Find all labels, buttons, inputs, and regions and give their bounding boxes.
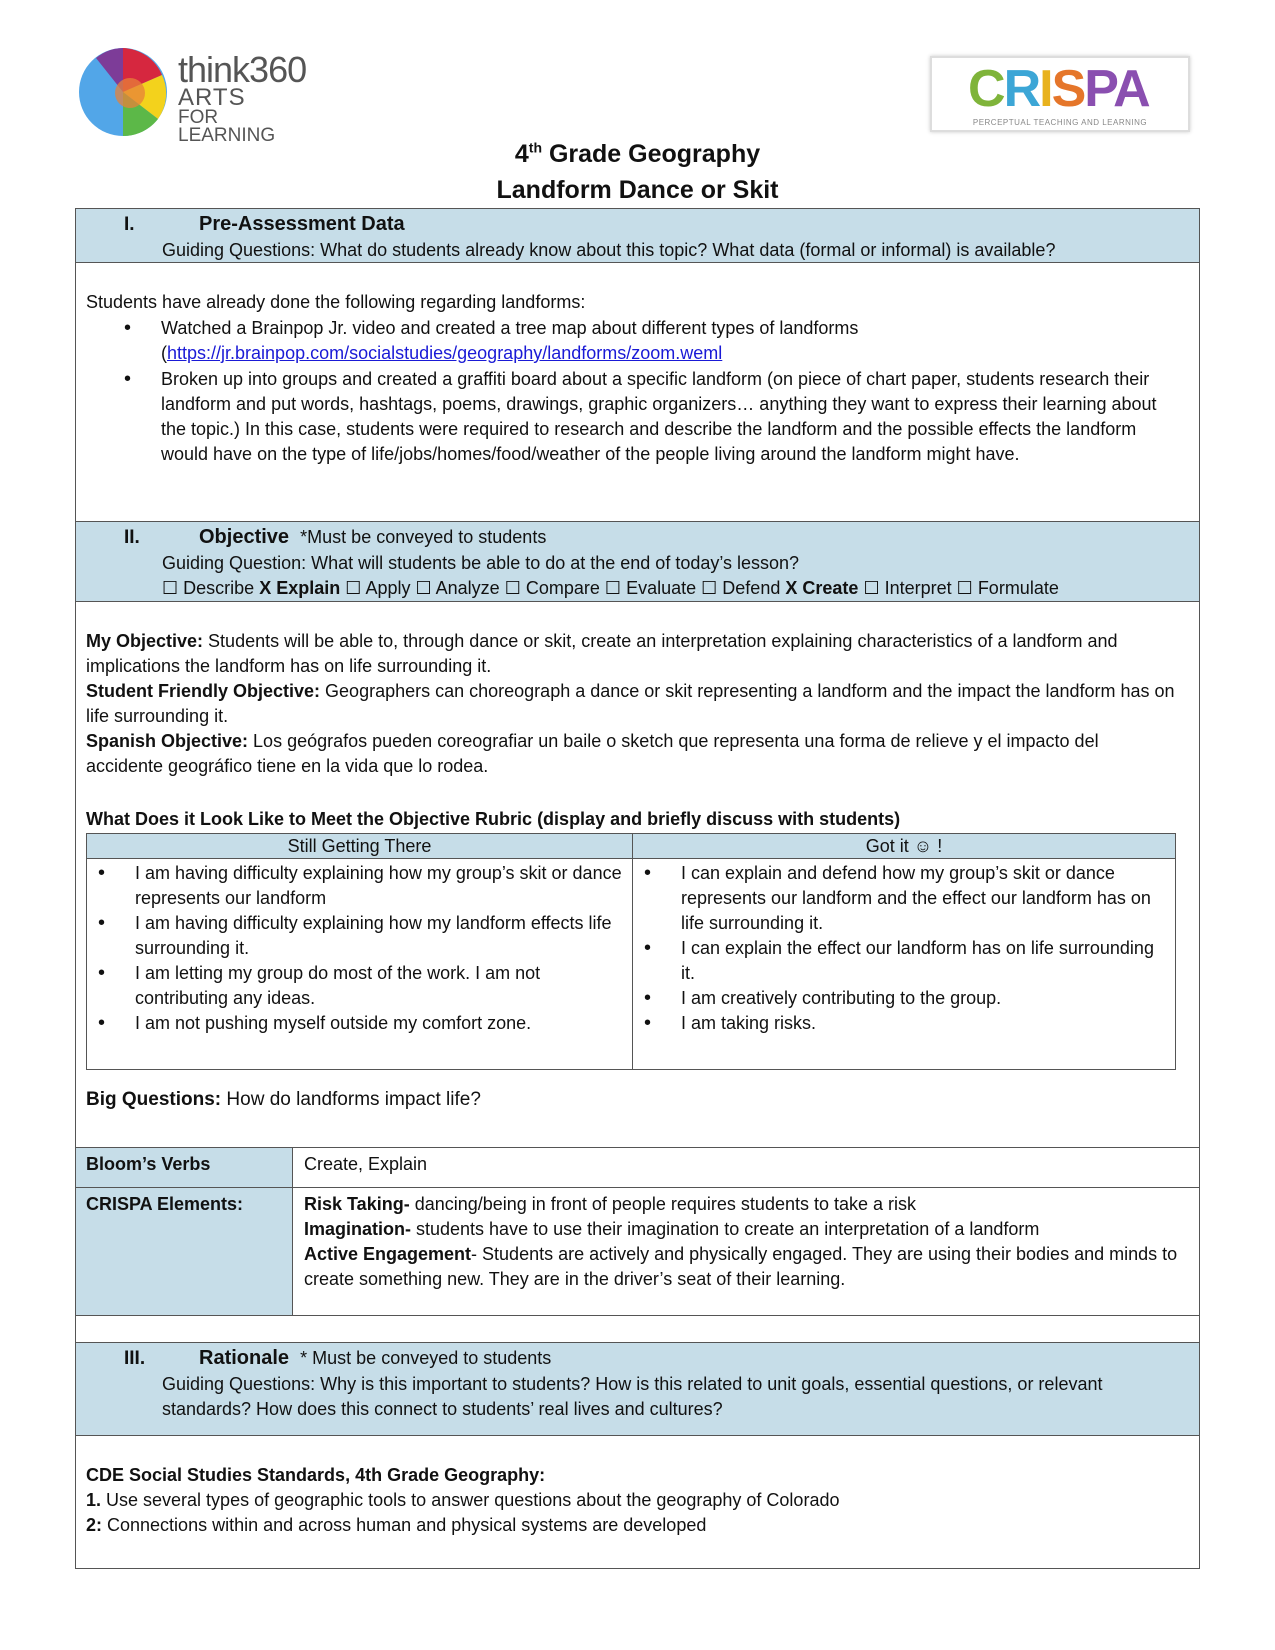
blooms-verb-checklist — [162, 576, 1179, 601]
verb-checkbox: ☐ — [345, 578, 362, 598]
sp-objective-text: Los geógrafos pueden coreografiar un baile o sketch que representa una forma de relieve y el impacto del accidente geográfico tiene en la vida que lo rodea. — [86, 731, 1099, 776]
title-line1: Grade Geography — [542, 140, 761, 168]
logo-line1: think360 — [178, 49, 307, 90]
crispa-letter-c: C — [968, 60, 1004, 118]
list-item: • I can explain the effect our landform has on life surrounding it. — [633, 936, 1175, 986]
crispa-letter-i: I — [1039, 60, 1052, 118]
section2-numeral: II. — [124, 527, 140, 548]
verb-label: Interpret — [884, 578, 952, 598]
crispa-engagement — [304, 1242, 1184, 1292]
section3-heading: Rationale — [199, 1347, 290, 1369]
list-item: • I am not pushing myself outside my comfort zone. — [87, 1011, 632, 1036]
student-friendly-objective — [86, 679, 1180, 729]
bullet1-text: Watched a Brainpop Jr. video and created a tree map about different types of landforms — [161, 318, 859, 338]
brainpop-link[interactable]: https://jr.brainpop.com/socialstudies/geography/landforms/zoom.weml — [167, 343, 723, 363]
verb-checkbox: ☐ — [162, 578, 179, 598]
verb-evaluate — [605, 578, 696, 598]
crispa-label: CRISPA Elements: — [76, 1188, 293, 1315]
verb-label: Analyze — [435, 578, 500, 598]
verb-checkbox: X — [259, 578, 272, 598]
verb-defend — [701, 578, 780, 598]
list-item: • I am creatively contributing to the group. — [633, 986, 1175, 1011]
grade-suffix: th — [528, 139, 542, 156]
crispa-elements — [304, 1192, 1184, 1292]
list-item: • I am letting my group do most of the work. I am not contributing any ideas. — [87, 961, 632, 1011]
verb-checkbox: ☐ — [863, 578, 880, 598]
section2-header — [75, 521, 1200, 602]
section2-guiding: Guiding Question: What will students be able to do at the end of today’s lesson? — [162, 553, 800, 573]
rubric-header-still: Still Getting There — [87, 834, 632, 859]
crispa-engagement-text: - Students are actively and physically engaged. They are using their bodies and minds to create something new. They are in the driver’s seat of their learning. — [304, 1244, 1178, 1289]
section1-guiding: Guiding Questions: What do students already know about this topic? What data (formal or informal) is available? — [162, 240, 1056, 260]
section3-body — [75, 1436, 1200, 1569]
title-line2: Landform Dance or Skit — [496, 176, 779, 204]
section1-heading: Pre-Assessment Data — [199, 213, 405, 235]
section2-note: *Must be conveyed to students — [300, 527, 547, 547]
verb-label: Formulate — [977, 578, 1059, 598]
divider — [75, 1315, 1200, 1316]
sf-objective-text: Geographers can choreograph a dance or skit representing a landform and the impact the landform has on life surrounding it. — [86, 681, 1175, 726]
rubric-table — [86, 833, 1176, 1070]
crispa-tagline: PERCEPTUAL TEACHING AND LEARNING — [972, 118, 1148, 127]
logo-line2: ARTS — [178, 84, 246, 111]
verb-checkbox: ☐ — [415, 578, 432, 598]
verb-checkbox: ☐ — [956, 578, 973, 598]
verb-compare — [505, 578, 600, 598]
verb-create — [785, 578, 858, 598]
verb-label: Evaluate — [626, 578, 697, 598]
list-item: • I am taking risks. — [633, 1011, 1175, 1036]
blooms-label: Bloom’s Verbs — [76, 1148, 293, 1187]
verb-describe — [162, 578, 254, 598]
crispa-letter-pa: PA — [1084, 60, 1149, 118]
section2-heading: Objective — [199, 526, 290, 548]
verb-label: Create — [802, 578, 859, 598]
blooms-value: Create, Explain — [304, 1154, 428, 1174]
my-objective-text: Students will be able to, through dance or skit, create an interpretation explaining characteristics of a landform and implications the landform has on life surrounding it. — [86, 631, 1118, 676]
crispa-engagement-label: Active Engagement — [304, 1244, 472, 1264]
rubric-header-gotit: Got it ☺ ! — [633, 834, 1175, 859]
spanish-objective — [86, 729, 1180, 779]
section3-guiding: Guiding Questions: Why is this important to students? How is this related to unit goals, essential questions, or relevant standards? How does this connect to students’ real lives and cultures? — [162, 1374, 1103, 1419]
section1-intro: Students have already done the following regarding landforms: — [86, 292, 586, 312]
verb-checkbox: X — [785, 578, 798, 598]
list-item: • Broken up into groups and created a graffiti board about a specific landform (on piece of chart paper, students research their landform and put words, hashtags, poems, drawings, graphic organizers… anything they want to express their learning about the topic.) In this case, students were required to research and describe the landform and the possible effects the landform would have on the type of life/jobs/homes/food/weather of the people living around the landform might have. — [86, 367, 1180, 467]
sp-objective-label: Spanish Objective: — [86, 731, 249, 751]
think360-circle-icon — [78, 47, 168, 137]
verb-apply — [345, 578, 410, 598]
list-item: • I am having difficulty explaining how my landform effects life surrounding it. — [87, 911, 632, 961]
standard-1-text: Use several types of geographic tools to answer questions about the geography of Colorado — [101, 1490, 840, 1510]
verb-label: Apply — [365, 578, 411, 598]
verb-label: Explain — [276, 578, 341, 598]
section3-numeral: III. — [124, 1348, 146, 1369]
list-item — [86, 316, 1180, 366]
standard-2-text: Connections within and across human and physical systems are developed — [102, 1515, 707, 1535]
verb-checkbox: ☐ — [701, 578, 718, 598]
crispa-risk-label: Risk Taking- — [304, 1194, 410, 1214]
verb-analyze — [415, 578, 499, 598]
standard-2 — [86, 1513, 1180, 1538]
verb-formulate — [957, 578, 1059, 598]
big-questions — [86, 1087, 1180, 1112]
standard-2-num: 2: — [86, 1515, 103, 1535]
list-item: • I can explain and defend how my group’s skit or dance represents our landform and the effect our landform has on life surrounding it. — [633, 861, 1175, 936]
standard-1 — [86, 1488, 1180, 1513]
crispa-risk-text: dancing/being in front of people requires students to take a risk — [409, 1194, 917, 1214]
section1-numeral: I. — [124, 214, 135, 235]
big-questions-text: How do landforms impact life? — [221, 1089, 481, 1110]
logo-line3: FOR LEARNING — [178, 107, 276, 146]
verb-label: Compare — [525, 578, 600, 598]
standards-title: CDE Social Studies Standards, 4th Grade Geography: — [86, 1465, 546, 1485]
my-objective-label: My Objective: — [86, 631, 204, 651]
crispa-letter-s: S — [1051, 60, 1085, 118]
verb-checkbox: ☐ — [604, 578, 622, 598]
sf-objective-label: Student Friendly Objective: — [86, 681, 321, 701]
verb-checkbox: ☐ — [504, 578, 521, 598]
section1-body — [75, 263, 1200, 521]
bullet1-paren: ( — [161, 343, 167, 363]
crispa-letter-r: R — [1003, 60, 1040, 118]
section3-note: * Must be conveyed to students — [300, 1348, 552, 1368]
think360-logo — [78, 45, 318, 146]
verb-interpret — [863, 578, 951, 598]
section3-header — [75, 1342, 1200, 1436]
crispa-logo — [930, 56, 1190, 132]
rubric-title: What Does it Look Like to Meet the Objective Rubric (display and briefly discuss with students) — [86, 809, 901, 829]
section1-header — [75, 208, 1200, 263]
big-questions-label: Big Questions: — [86, 1089, 222, 1110]
grade-number: 4 — [514, 140, 529, 168]
crispa-imagination-label: Imagination- — [304, 1219, 411, 1239]
my-objective — [86, 629, 1180, 679]
crispa-imagination — [304, 1217, 1184, 1242]
standard-1-num: 1. — [86, 1490, 102, 1510]
crispa-imagination-text: students have to use their imagination to create an interpretation of a landform — [411, 1219, 1040, 1239]
verb-explain — [259, 578, 340, 598]
verb-label: Describe — [183, 578, 255, 598]
document-title — [0, 136, 1275, 208]
verb-label: Defend — [722, 578, 781, 598]
crispa-risk — [304, 1192, 1184, 1217]
list-item: • I am having difficulty explaining how my group’s skit or dance represents our landform — [87, 861, 632, 911]
